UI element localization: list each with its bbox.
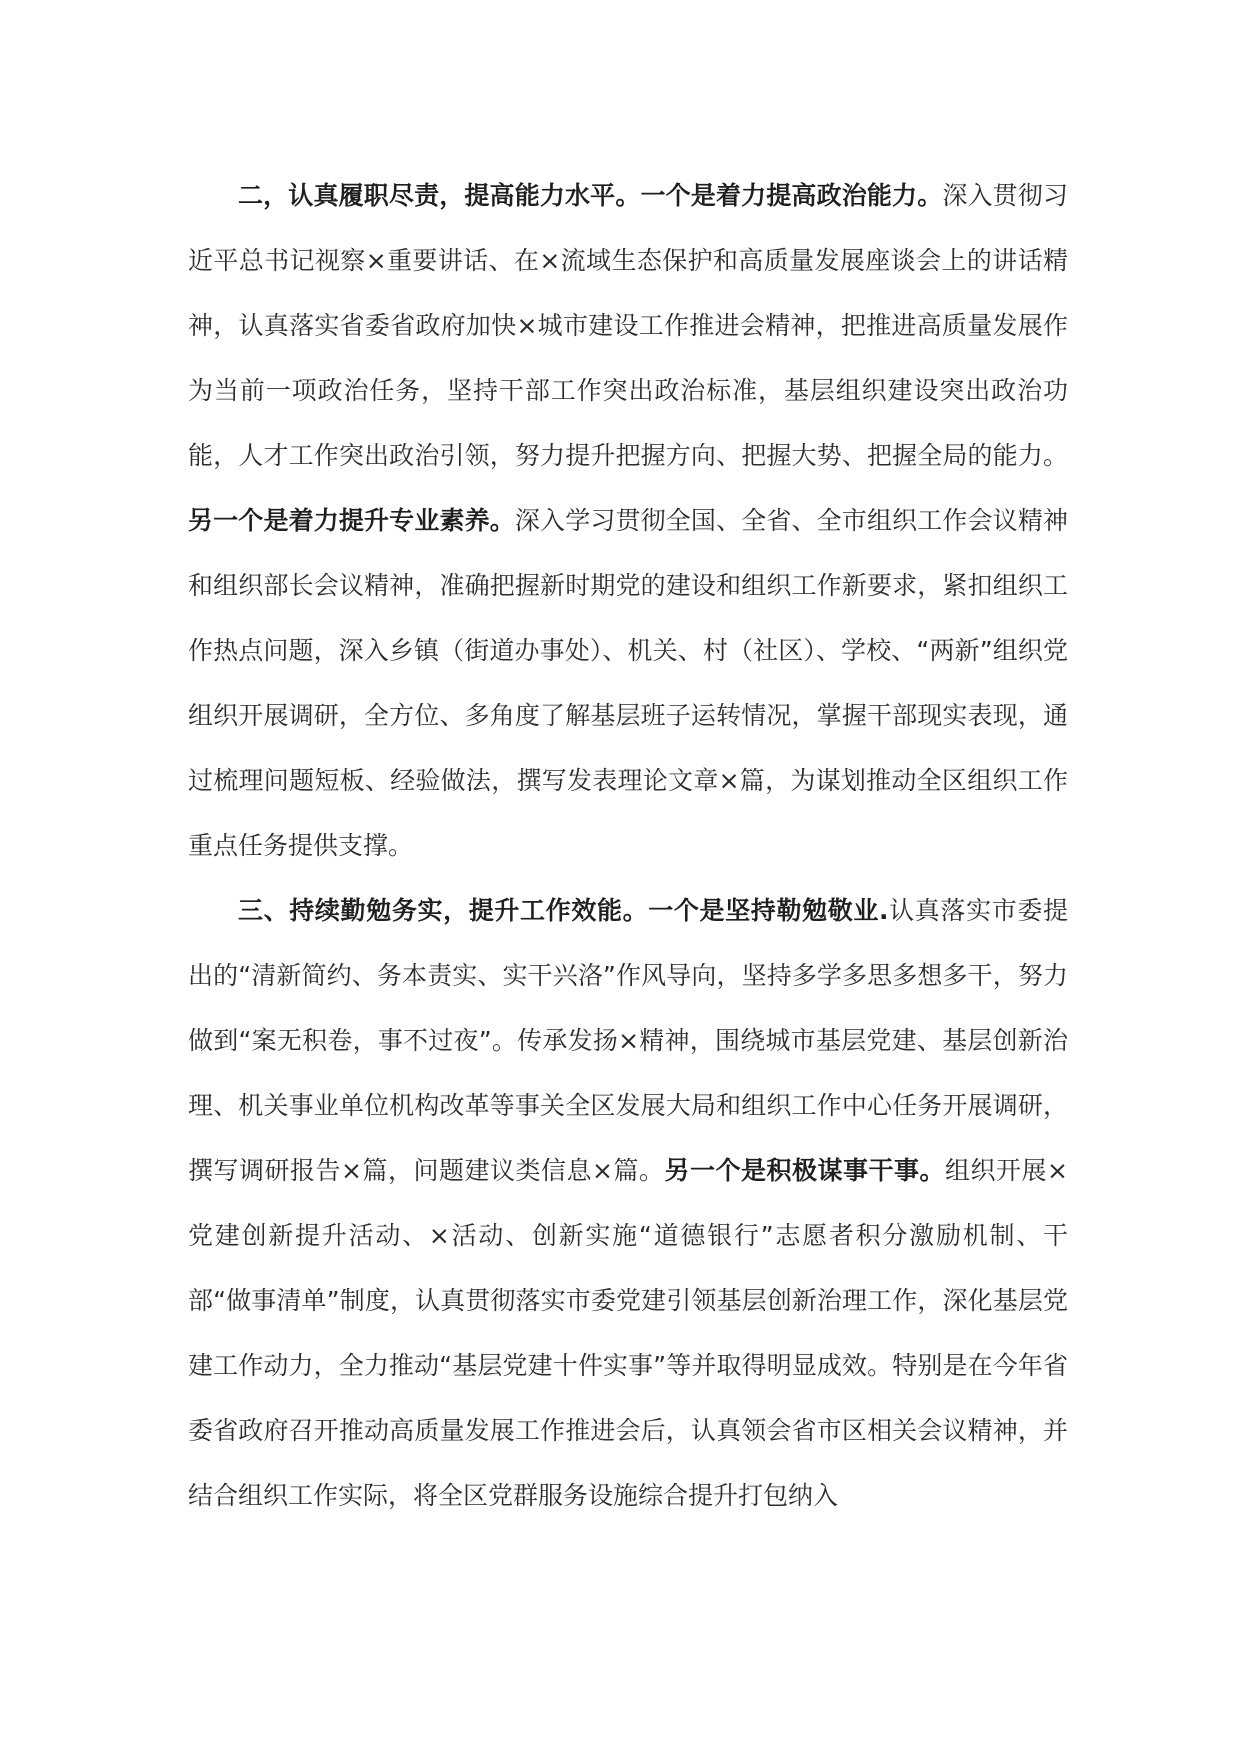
- paragraph-section-three: [188, 878, 1068, 1528]
- body-text: 组织开展×党建创新提升活动、×活动、创新实施“道德银行”志愿者积分激励机制、干部“做事清单”制度，认真贯彻落实市委党建引领基层创新治理工作，深化基层党建工作动力，全力推动“基层党建十件实事”等并取得明显成效。特别是在今年省委省政府召开推动高质量发展工作推进会后，认真领会省市区相关会议精神，并结合组织工作实际，将全区党群服务设施综合提升打包纳入: [188, 1156, 1068, 1510]
- section-two-heading: 二，认真履职尽责，提高能力水平。: [238, 181, 641, 210]
- subheading-active-work: 另一个是积极谋事干事。: [664, 1156, 946, 1185]
- document-body: [188, 163, 1068, 1528]
- body-text: 深入学习贯彻全国、全省、全市组织工作会议精神和组织部长会议精神，准确把握新时期党的建设和组织工作新要求，紧扣组织工作热点问题，深入乡镇（街道办事处）、机关、村（社区）、学校、“两新”组织党组织开展调研，全方位、多角度了解基层班子运转情况，掌握干部现实表现，通过梳理问题短板、经验做法，撰写发表理论文章×篇，为谋划推动全区组织工作重点任务提供支撑。: [188, 506, 1068, 860]
- body-text: 认真落实市委提出的“清新简约、务本责实、实干兴洛”作风导向，坚持多学多思多想多干，努力做到“案无积卷，事不过夜”。传承发扬×精神，围绕城市基层党建、基层创新治理、机关事业单位机构改革等事关全区发展大局和组织工作中心任务开展调研，撰写调研报告×篇，问题建议类信息×篇。: [188, 896, 1068, 1185]
- paragraph-section-two: [188, 163, 1068, 878]
- subheading-political-ability: 一个是着力提高政治能力。: [640, 181, 943, 210]
- subheading-professional-quality: 另一个是着力提升专业素养。: [188, 506, 515, 535]
- body-text: 深入贯彻习近平总书记视察×重要讲话、在×流域生态保护和高质量发展座谈会上的讲话精神，认真落实省委省政府加快×城市建设工作推进会精神，把推进高质量发展作为当前一项政治任务，坚持干部工作突出政治标准，基层组织建设突出政治功能，人才工作突出政治引领，努力提升把握方向、把握大势、把握全局的能力。: [188, 181, 1068, 470]
- subheading-diligence: 一个是坚持勒勉敬业.: [648, 896, 889, 925]
- section-three-heading: 三、持续勤勉务实，提升工作效能。: [238, 896, 649, 925]
